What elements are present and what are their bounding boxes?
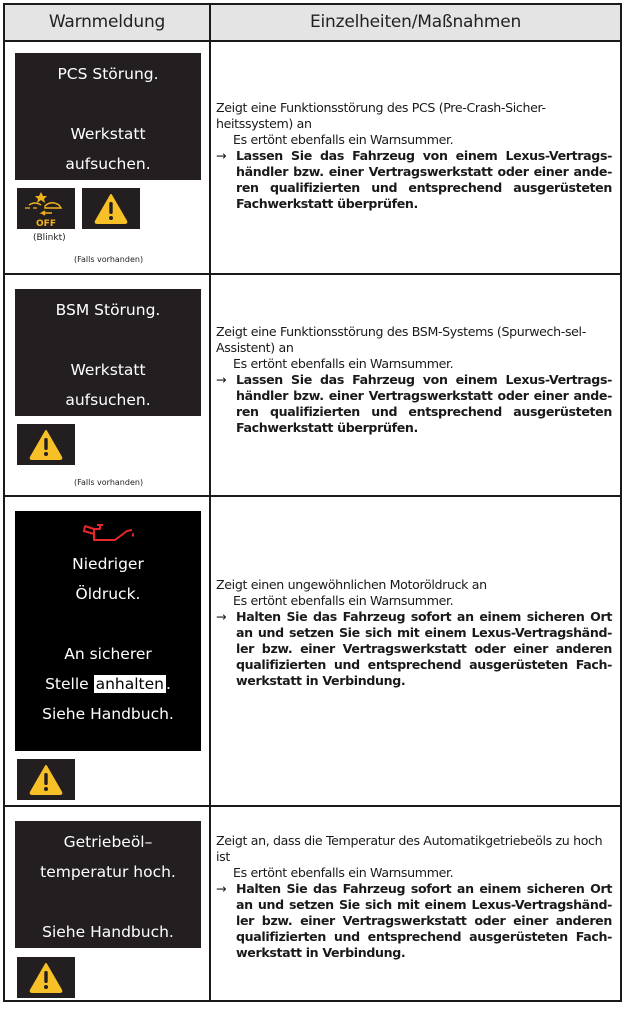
warning-cell: [5, 497, 209, 805]
warning-triangle-icon: [17, 759, 75, 800]
warning-triangle-icon: [82, 188, 140, 229]
header-details: Einzelheiten/Maßnahmen: [309, 12, 522, 32]
display-screen: [15, 511, 201, 751]
action-text: Halten Sie das Fahrzeug sofort an einem sicheren Ort an und setzen Sie sich mit einem Lexus-Vertragshänd-ler bzw. einer Vertragswerkstatt oder einer anderen qualifizierten und entsprechend ausgerüsteten Fach-werkstatt in Verbindung.: [236, 609, 612, 688]
screen-line: aufsuchen.: [65, 391, 151, 409]
warning-triangle-icon: [17, 957, 75, 998]
buzzer-note: Es ertönt ebenfalls ein Warnsummer.: [233, 593, 454, 608]
screen-line: [15, 669, 201, 699]
action-text: Lassen Sie das Fahrzeug von einem Lexus-Vertrags-händler bzw. einer Vertragswerkstatt oder einer ande-ren qualifizierten und entsprechend ausgerüsteten Fachwerkstatt überprüfen.: [236, 147, 612, 211]
display-screen: [15, 53, 201, 180]
buzzer-note: Es ertönt ebenfalls ein Warnsummer.: [233, 864, 454, 880]
table-row-oil-pressure: [5, 495, 620, 805]
screen-line: Niedriger: [72, 555, 144, 573]
description: Zeigt eine Funktionsstörung des BSM-Systems (Spurwech-sel-Assistent) an: [216, 324, 586, 355]
warning-cell: [5, 275, 209, 495]
action-text: Lassen Sie das Fahrzeug von einem Lexus-Vertrags-händler bzw. einer Vertragswerkstatt oder einer ande-ren qualifizierten und entsprechend ausgerüsteten Fachwerkstatt überprüfen.: [236, 372, 612, 435]
screen-line: An sicherer: [64, 645, 152, 663]
screen-line: temperatur hoch.: [40, 863, 176, 881]
display-screen: [15, 289, 201, 416]
availability-note: (Falls vorhanden): [74, 478, 144, 487]
details-cell: [211, 497, 620, 805]
description: Zeigt an, dass die Temperatur des Automatikgetriebeöls zu hoch ist: [216, 832, 603, 864]
screen-line: [15, 609, 201, 639]
screen-line: Siehe Handbuch.: [42, 705, 174, 723]
screen-line: Getriebeöl–: [63, 833, 153, 851]
buzzer-note: Es ertönt ebenfalls ein Warnsummer.: [233, 356, 454, 371]
details-text: [211, 833, 620, 961]
warning-cell: [5, 40, 209, 273]
screen-line: BSM Störung.: [55, 301, 161, 319]
svg-text:OFF: OFF: [36, 219, 56, 229]
action-text: Halten Sie das Fahrzeug sofort an einem sicheren Ort an und setzen Sie sich mit einem Lexus-Vertragshänd-ler bzw. einer Vertragswerkstatt oder einer anderen qualifizierten und entsprechend ausgerüsteten Fach-werkstatt in Verbindung.: [236, 880, 612, 960]
details-cell: [211, 807, 620, 1004]
table-row-transmission-temp: [5, 805, 620, 1004]
highlighted-word: anhalten: [95, 675, 164, 693]
action-instruction: [216, 148, 612, 212]
details-text: [211, 324, 620, 436]
table-row-pcs: [5, 40, 620, 273]
warning-cell: [5, 807, 209, 1004]
action-instruction: [216, 881, 612, 961]
arrow-icon: →: [216, 609, 227, 624]
screen-line: [15, 325, 201, 355]
display-screen: [15, 821, 201, 948]
screen-line: PCS Störung.: [57, 65, 159, 83]
warning-triangle-icon: [17, 424, 75, 465]
screen-line: Werkstatt: [70, 125, 146, 143]
buzzer-note: Es ertönt ebenfalls ein Warnsummer.: [233, 131, 454, 147]
action-instruction: [216, 609, 612, 689]
availability-note: (Falls vorhanden): [74, 255, 144, 264]
blink-caption: (Blinkt): [33, 233, 66, 243]
action-instruction: [216, 372, 612, 436]
warning-message-table: [3, 3, 622, 1002]
arrow-icon: →: [216, 880, 227, 896]
screen-line: Siehe Handbuch.: [42, 923, 174, 941]
screen-line: [15, 887, 201, 917]
oil-can-icon: [15, 519, 201, 549]
screen-line: Werkstatt: [70, 361, 146, 379]
arrow-icon: →: [216, 147, 227, 163]
screen-line: aufsuchen.: [65, 155, 151, 173]
details-text: [211, 100, 620, 212]
screen-line: Öldruck.: [75, 585, 141, 603]
table-row-bsm: [5, 273, 620, 495]
pcs-off-icon: [17, 188, 75, 229]
screen-word: Stelle: [45, 675, 89, 693]
details-cell: [211, 275, 620, 495]
screen-punct: .: [166, 675, 171, 693]
description: Zeigt eine Funktionsstörung des PCS (Pre-Crash-Sicher-heitssystem) an: [216, 99, 546, 131]
arrow-icon: →: [216, 372, 227, 387]
details-text: [211, 577, 620, 689]
header-warning: Warnmeldung: [48, 12, 166, 32]
details-cell: [211, 40, 620, 273]
description: Zeigt einen ungewöhnlichen Motoröldruck an: [216, 577, 487, 592]
table-header: [5, 5, 620, 42]
screen-line: [15, 89, 201, 119]
